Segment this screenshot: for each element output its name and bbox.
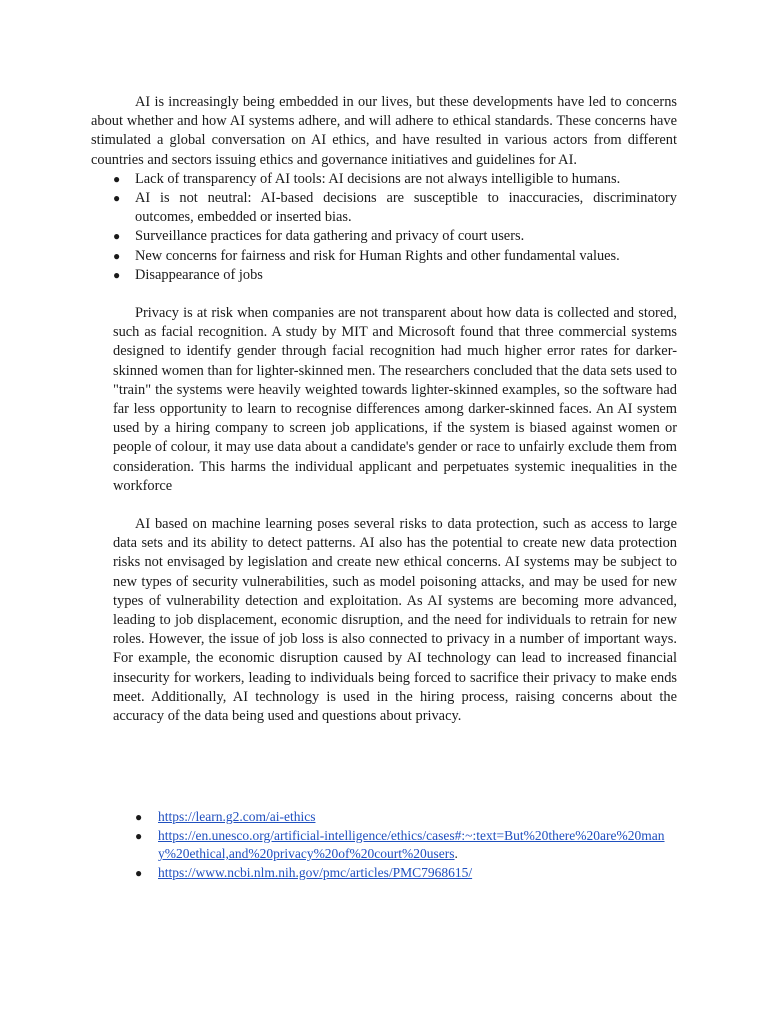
bullet-icon: ● [113, 229, 121, 244]
reference-item [91, 808, 677, 827]
concern-text: AI is not neutral: AI-based decisions are susceptible to inaccuracies, discriminatory outcomes, embedded or inserted bias. [135, 190, 677, 226]
concern-text: New concerns for fairness and risk for Human Rights and other fundamental values. [135, 247, 620, 264]
concerns-list [91, 170, 677, 285]
concern-item [91, 189, 677, 227]
bullet-icon: ● [113, 171, 121, 186]
concern-text: Lack of transparency of AI tools: AI decisions are not always intelligible to humans. [135, 170, 621, 187]
bullet-icon: ● [113, 248, 121, 263]
paragraph-spacer [91, 285, 677, 304]
concern-item [91, 266, 677, 285]
intro-paragraph: AI is increasingly being embedded in our lives, but these developments have led to concerns about whether and how AI systems adhere, and will adhere to ethical standards. These concerns have stimulated a global conversation on AI ethics, and have resulted in various actors from different countries and sectors issuing ethics and governance initiatives and guidelines for AI. [91, 94, 677, 168]
privacy-paragraph: Privacy is at risk when companies are not transparent about how data is collected and stored, such as facial recognition. A study by MIT and Microsoft found that three commercial systems designed to identify gender through facial recognition had much higher error rates for darker-skinned women than for lighter-skinned men. The researchers concluded that the data sets used to "train" the systems were heavily weighted towards lighter-skinned examples, so the software had far less opportunity to learn to recognise differences among darker-skinned faces. An AI system used by a hiring company to screen job applications, if the system is biased against women or people of colour, it may use data about a candidate's gender or race to unfairly exclude them from consideration. This harms the individual applicant and perpetuates systemic inequalities in the workforce [113, 305, 677, 494]
reference-link[interactable]: https://learn.g2.com/ai-ethics [158, 809, 316, 824]
references-list [91, 808, 677, 882]
bullet-icon: ● [135, 828, 143, 843]
concern-item [91, 227, 677, 246]
concern-text: Disappearance of jobs [135, 266, 263, 283]
bullet-icon: ● [135, 810, 143, 824]
reference-item [91, 864, 677, 883]
bullet-icon: ● [135, 865, 143, 880]
document-body [91, 93, 677, 726]
bullet-icon: ● [113, 191, 121, 206]
paragraph-spacer [91, 496, 677, 515]
bullet-icon: ● [113, 267, 121, 282]
reference-trailing-punctuation: . [454, 846, 458, 861]
concern-item [91, 247, 677, 266]
reference-link[interactable]: https://www.ncbi.nlm.nih.gov/pmc/articles/PMC7968615/ [158, 864, 473, 880]
concern-item [91, 170, 677, 189]
ml-risks-paragraph: AI based on machine learning poses several risks to data protection, such as access to large data sets and its ability to detect patterns. AI also has the potential to create new data protection risks not envisaged by legislation and create new ethical concerns. AI systems may be subject to new types of security vulnerabilities, such as model poisoning attacks, and may be used for new types of vulnerability detection and exploitation. As AI systems are becoming more advanced, leading to job displacement, economic disruption, and the need for individuals to retrain for new roles. However, the issue of job loss is also connected to privacy in a number of important ways. For example, the economic disruption caused by AI technology can lead to increased financial insecurity for workers, leading to individuals being forced to sacrifice their privacy to make ends meet. Additionally, AI technology is used in the hiring process, raising concerns about the accuracy of the data being used and questions about privacy. [113, 516, 677, 725]
concern-text: Surveillance practices for data gathering and privacy of court users. [135, 228, 525, 245]
reference-item [91, 827, 677, 864]
reference-link[interactable]: https://en.unesco.org/artificial-intelligence/ethics/cases#:~:text=But%20there%20are%20many%20ethical,and%20privacy%20of%20court%20users [158, 827, 665, 861]
